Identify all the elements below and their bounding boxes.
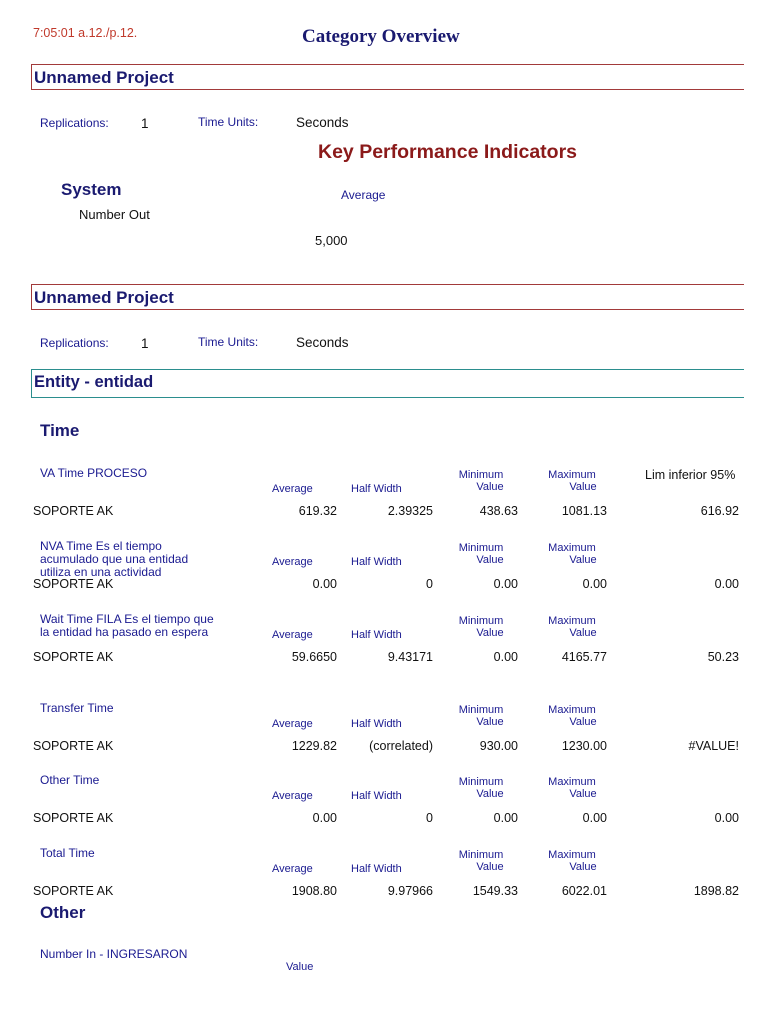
row-label: SOPORTE AK (33, 739, 114, 753)
maximum-value: 4165.77 (561, 650, 607, 664)
maximum-header-top: Maximum (548, 469, 596, 481)
maximum-value: 0.00 (582, 577, 607, 591)
minimum-header-top: Minimum (458, 849, 504, 861)
time-units-value: Seconds (296, 335, 349, 350)
maximum-header-bottom: Value (569, 481, 597, 493)
half-width-value: 0 (426, 577, 433, 591)
replications-value: 1 (141, 336, 149, 351)
half-width-value: 0 (426, 811, 433, 825)
maximum-header-bottom: Value (569, 788, 597, 800)
half-width-value: 9.97966 (387, 884, 433, 898)
lim-inferior-value: 616.92 (700, 504, 739, 518)
maximum-header-bottom: Value (569, 554, 597, 566)
maximum-value: 1081.13 (561, 504, 607, 518)
minimum-header-bottom: Value (476, 627, 504, 639)
lim-inferior-value: 0.00 (714, 577, 739, 591)
maximum-header-bottom: Value (569, 861, 597, 873)
minimum-header-top: Minimum (458, 776, 504, 788)
time-units-label: Time Units: (198, 335, 259, 349)
kpi-average-header: Average (341, 188, 386, 202)
row-label: SOPORTE AK (33, 577, 114, 591)
time-category-label: Wait Time FILA Es el tiempo que la entidad ha pasado en espera (40, 612, 214, 639)
replications-label: Replications: (40, 116, 109, 130)
maximum-header-bottom: Value (569, 627, 597, 639)
average-header: Average (272, 629, 313, 641)
project-name: Unnamed Project (34, 288, 174, 307)
replications-value: 1 (141, 116, 149, 131)
maximum-header-top: Maximum (548, 776, 596, 788)
kpi-title: Key Performance Indicators (318, 141, 578, 163)
minimum-value: 930.00 (479, 739, 518, 753)
average-value: 0.00 (312, 577, 337, 591)
time-category-label: Transfer Time (40, 701, 114, 715)
half-width-header: Half Width (351, 483, 402, 495)
minimum-header-bottom: Value (476, 554, 504, 566)
half-width-value: (correlated) (369, 739, 433, 753)
report-timestamp: 7:05:01 a.12./p.12. (33, 26, 138, 40)
entity-header (31, 369, 744, 398)
half-width-header: Half Width (351, 718, 402, 730)
system-heading: System (61, 180, 122, 199)
report-title: Category Overview (302, 26, 460, 47)
other-value-header: Value (286, 961, 314, 973)
average-value: 619.32 (298, 504, 337, 518)
project-name: Unnamed Project (34, 68, 174, 87)
average-value: 1908.80 (291, 884, 337, 898)
average-value: 1229.82 (291, 739, 337, 753)
time-units-value: Seconds (296, 115, 349, 130)
lim-inferior-value: 50.23 (707, 650, 739, 664)
half-width-header: Half Width (351, 790, 402, 802)
maximum-header-top: Maximum (548, 615, 596, 627)
entity-name: Entity - entidad (34, 373, 154, 391)
maximum-header-bottom: Value (569, 716, 597, 728)
time-units-label: Time Units: (198, 115, 259, 129)
other-section-heading: Other (40, 903, 86, 922)
half-width-header: Half Width (351, 863, 402, 875)
row-label: SOPORTE AK (33, 811, 114, 825)
time-category-label: Total Time (40, 846, 95, 860)
average-header: Average (272, 863, 313, 875)
maximum-value: 6022.01 (561, 884, 607, 898)
half-width-value: 9.43171 (387, 650, 433, 664)
row-label: SOPORTE AK (33, 504, 114, 518)
kpi-metric-value: 5,000 (315, 233, 348, 248)
lim-inferior-value: 1898.82 (693, 884, 739, 898)
maximum-value: 0.00 (582, 811, 607, 825)
half-width-header: Half Width (351, 556, 402, 568)
minimum-value: 0.00 (493, 811, 518, 825)
minimum-header-bottom: Value (476, 861, 504, 873)
minimum-header-bottom: Value (476, 788, 504, 800)
minimum-header-top: Minimum (458, 469, 504, 481)
kpi-metric-label: Number Out (79, 207, 150, 222)
minimum-value: 438.63 (479, 504, 518, 518)
average-header: Average (272, 718, 313, 730)
other-category-label: Number In - INGRESARON (40, 947, 188, 961)
time-category-label: NVA Time Es el tiempo acumulado que una entidad utiliza en una actividad (40, 539, 189, 579)
time-category-label: VA Time PROCESO (40, 466, 148, 480)
average-header: Average (272, 483, 313, 495)
maximum-value: 1230.00 (561, 739, 607, 753)
maximum-header-top: Maximum (548, 849, 596, 861)
minimum-value: 0.00 (493, 577, 518, 591)
average-value: 0.00 (312, 811, 337, 825)
half-width-header: Half Width (351, 629, 402, 641)
maximum-header-top: Maximum (548, 704, 596, 716)
minimum-header-top: Minimum (458, 704, 504, 716)
time-section-heading: Time (40, 421, 80, 440)
row-label: SOPORTE AK (33, 884, 114, 898)
minimum-header-bottom: Value (476, 481, 504, 493)
project-header-1 (31, 64, 744, 90)
project-header-2 (31, 284, 744, 310)
average-value: 59.6650 (291, 650, 337, 664)
minimum-header-bottom: Value (476, 716, 504, 728)
lim-inferior-value: 0.00 (714, 811, 739, 825)
minimum-value: 0.00 (493, 650, 518, 664)
average-header: Average (272, 556, 313, 568)
lim-inferior-header: Lim inferior 95% (645, 468, 736, 482)
minimum-header-top: Minimum (458, 615, 504, 627)
time-category-label: Other Time (40, 773, 100, 787)
average-header: Average (272, 790, 313, 802)
lim-inferior-value: #VALUE! (688, 739, 739, 753)
row-label: SOPORTE AK (33, 650, 114, 664)
minimum-header-top: Minimum (458, 542, 504, 554)
maximum-header-top: Maximum (548, 542, 596, 554)
replications-label: Replications: (40, 336, 109, 350)
half-width-value: 2.39325 (387, 504, 433, 518)
minimum-value: 1549.33 (472, 884, 518, 898)
